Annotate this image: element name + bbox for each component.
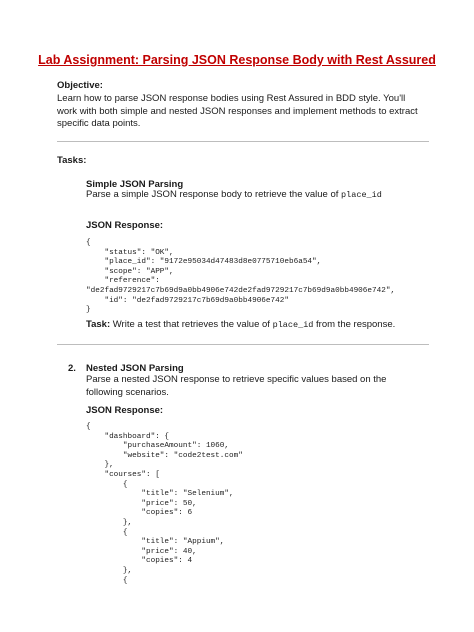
objective-text: Learn how to parse JSON response bodies using Rest Assured in BDD style. You'll work with both simple and nested JSON responses and implement methods to extract specific data points.: [57, 93, 418, 130]
task1-description-text: Parse a simple JSON response body to retrieve the value of: [86, 189, 342, 200]
task1-description-code: place_id: [341, 190, 382, 200]
task2-json-code: { "dashboard": { "purchaseAmount": 1060, "website": "code2test.com" }, "courses": [ { "title": "Selenium", "price": 50, "copies": 6 }, { "title": "Appium", "price": 40, "copies": 4 }, {: [86, 423, 243, 585]
task1-description: [86, 189, 436, 202]
task1-task: [86, 319, 436, 332]
task2-heading: Nested JSON Parsing: [86, 363, 184, 374]
document-title: Lab Assignment: Parsing JSON Response Body with Rest Assured: [38, 53, 436, 67]
divider-middle: [57, 344, 429, 345]
objective-label: Objective:: [57, 80, 103, 91]
task2-number: 2.: [68, 363, 76, 374]
tasks-label: Tasks:: [57, 155, 87, 166]
divider-top: [57, 141, 429, 142]
task1-task-text: Write a test that retrieves the value of: [110, 319, 273, 330]
task1-json-label: JSON Response:: [86, 220, 164, 231]
task2-json-label: JSON Response:: [86, 405, 164, 416]
task1-task-code: place_id: [272, 320, 314, 330]
task1-task-suffix: from the response.: [313, 319, 396, 330]
task1-heading: Simple JSON Parsing: [86, 179, 184, 190]
task1-json-code: { "status": "OK", "place_id": "9172e95034d47483d8e0775710eb6a54", "scope": "APP", "reference": "de2fad9729217c7b69d9a0bb4906e742de2fad9729217c7b69d9a0bb4906e742", "id": "de2fad9729217c7b69d9a0bb4906e742" }: [86, 239, 396, 315]
task2-description: Parse a nested JSON response to retrieve specific values based on the following scenarios.: [86, 374, 387, 398]
task1-task-label: Task:: [86, 319, 111, 330]
